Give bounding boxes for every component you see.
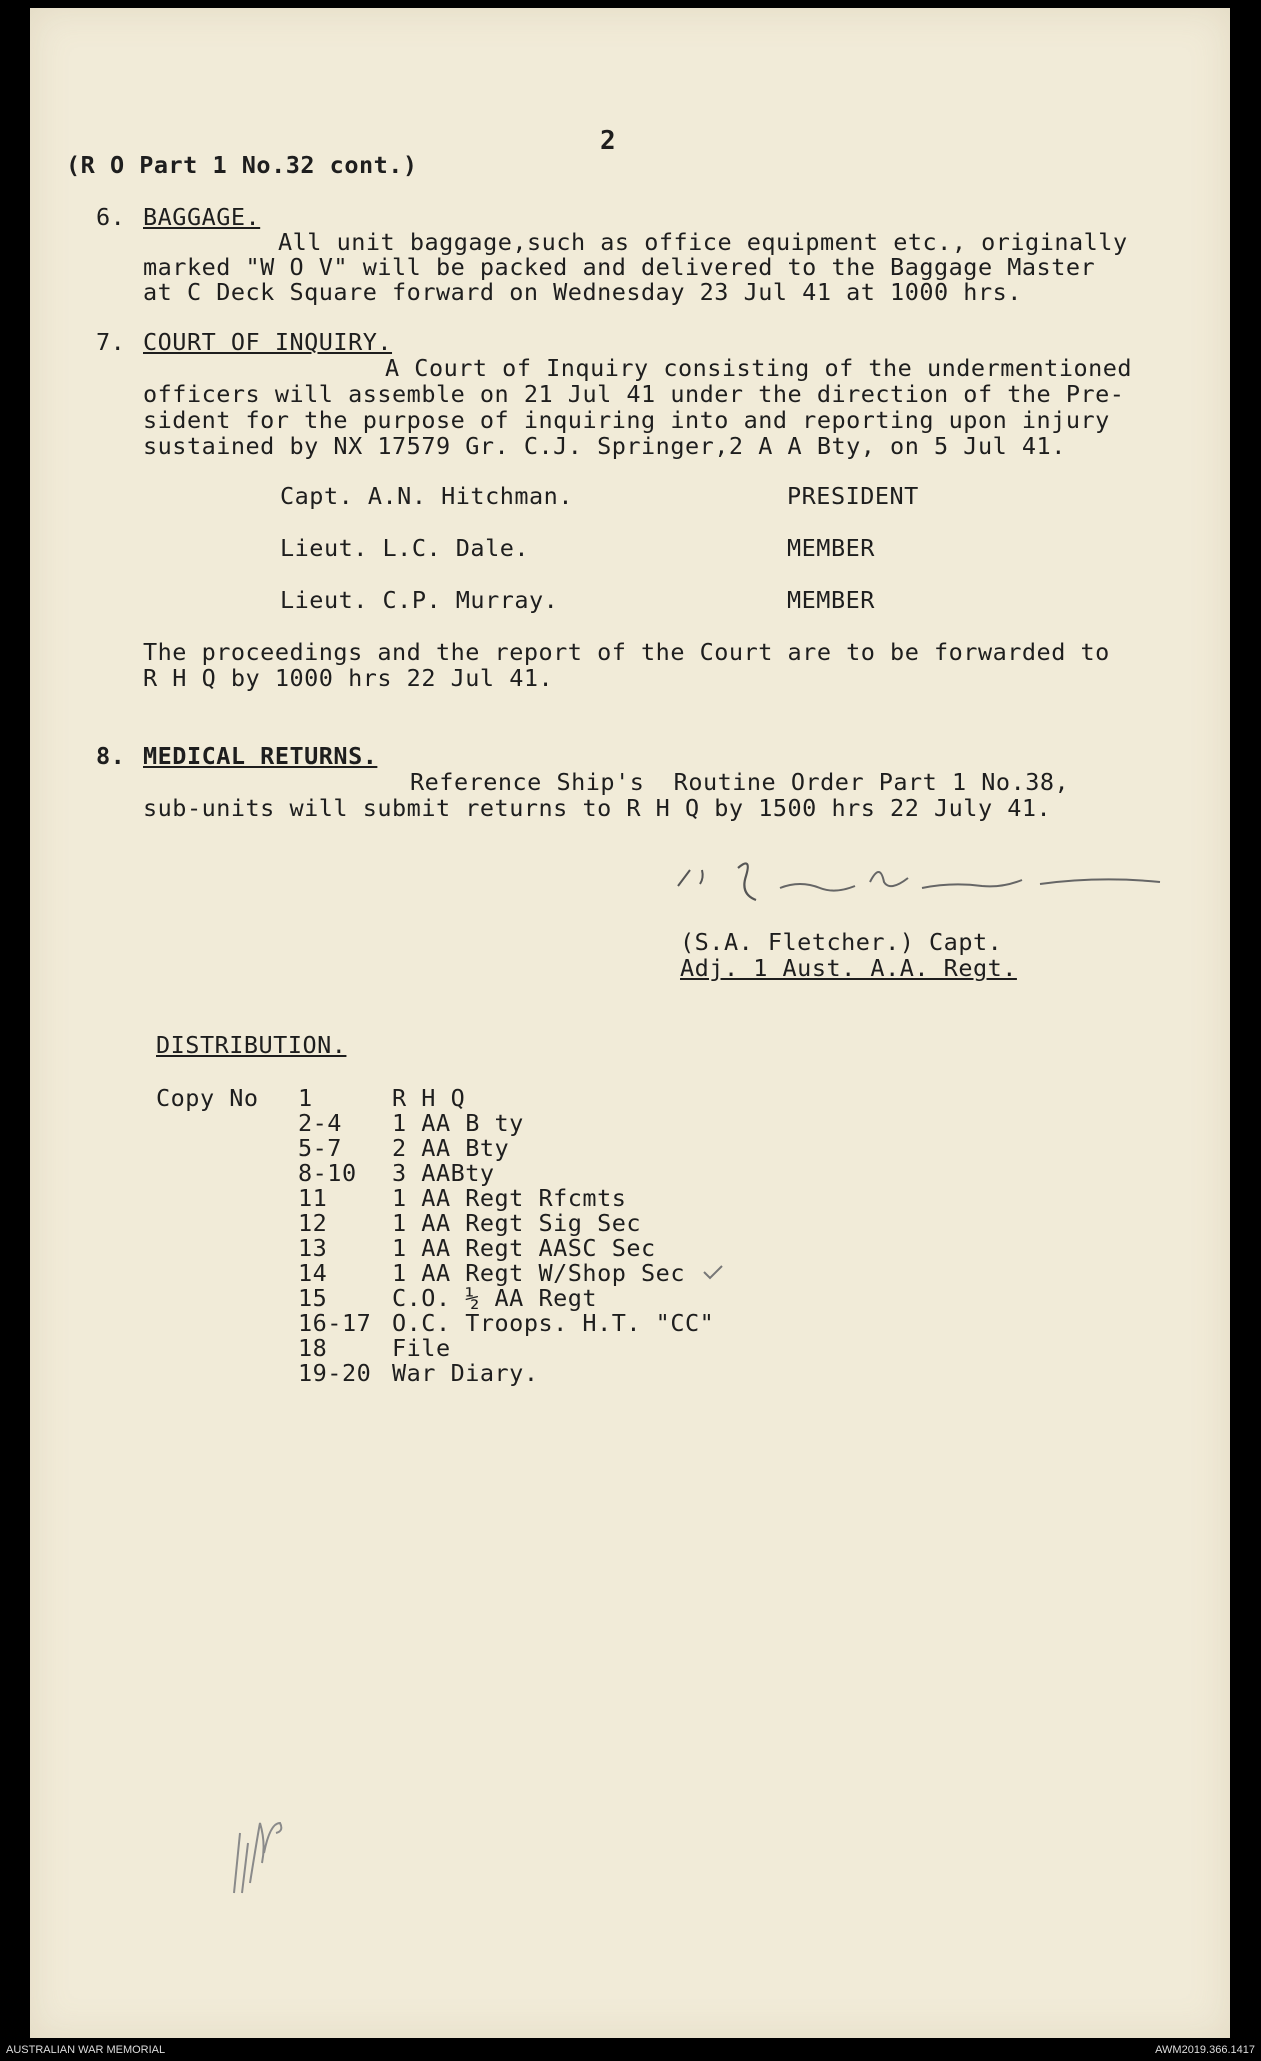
distribution-recipient: 1 AA B ty <box>392 1109 524 1137</box>
copy-no-label: Copy No <box>156 1084 259 1112</box>
distribution-recipient: O.C. Troops. H.T. "CC" <box>392 1309 715 1337</box>
section-7-line: sustained by NX 17579 Gr. C.J. Springer,2 A A Bty, on 5 Jul 41. <box>143 432 1066 460</box>
court-member-name: Lieut. L.C. Dale. <box>280 534 530 562</box>
footer-left-caption: AUSTRALIAN WAR MEMORIAL <box>6 2044 166 2056</box>
section-6-line: at C Deck Square forward on Wednesday 23 Jul 41 at 1000 hrs. <box>143 278 1022 306</box>
section-7-line: A Court of Inquiry consisting of the undermentioned <box>385 354 1133 382</box>
court-member-name: Lieut. C.P. Murray. <box>280 586 559 614</box>
distribution-recipient: R H Q <box>392 1084 466 1112</box>
check-mark <box>702 1264 726 1284</box>
distribution-recipient: C.O. ½ AA Regt <box>392 1284 598 1312</box>
section-6-line: marked "W O V" will be packed and delivered to the Baggage Master <box>143 253 1096 281</box>
section-7-heading: COURT OF INQUIRY. <box>143 328 393 356</box>
distribution-recipient: 1 AA Regt Sig Sec <box>392 1209 642 1237</box>
distribution-copy-no: 11 <box>298 1184 328 1212</box>
distribution-copy-no: 5-7 <box>298 1134 342 1162</box>
distribution-copy-no: 12 <box>298 1209 328 1237</box>
section-6-line: All unit baggage,such as office equipment etc., originally <box>278 228 1128 256</box>
section-8-line: sub-units will submit returns to R H Q by 1500 hrs 22 July 41. <box>143 794 1052 822</box>
pencil-initials <box>220 1793 290 1903</box>
distribution-copy-no: 14 <box>298 1259 328 1287</box>
section-8-heading: MEDICAL RETURNS. <box>143 742 378 770</box>
court-member-role: MEMBER <box>787 586 875 614</box>
page-number: 2 <box>600 126 617 156</box>
section-8-number: 8. <box>96 742 126 770</box>
distribution-copy-no: 16-17 <box>298 1309 372 1337</box>
section-7-closing-line: R H Q by 1000 hrs 22 Jul 41. <box>143 664 554 692</box>
distribution-copy-no: 1 <box>298 1084 313 1112</box>
distribution-copy-no: 18 <box>298 1334 328 1362</box>
distribution-copy-no: 2-4 <box>298 1109 342 1137</box>
section-8-line: Reference Ship's Routine Order Part 1 No.38, <box>410 768 1070 796</box>
distribution-recipient: 1 AA Regt Rfcmts <box>392 1184 627 1212</box>
header-reference: (R O Part 1 No.32 cont.) <box>66 151 418 179</box>
distribution-recipient: War Diary. <box>392 1359 539 1387</box>
distribution-recipient: 3 AABty <box>392 1159 495 1187</box>
distribution-recipient: 1 AA Regt W/Shop Sec <box>392 1259 685 1287</box>
signature-name: (S.A. Fletcher.) Capt. <box>680 928 1003 956</box>
document-page <box>30 8 1230 2038</box>
distribution-copy-no: 15 <box>298 1284 328 1312</box>
section-7-line: officers will assemble on 21 Jul 41 under the direction of the Pre- <box>143 380 1125 408</box>
distribution-recipient: File <box>392 1334 451 1362</box>
distribution-recipient: 2 AA Bty <box>392 1134 510 1162</box>
footer-right-caption: AWM2019.366.1417 <box>1155 2044 1255 2056</box>
section-7-line: sident for the purpose of inquiring into and reporting upon injury <box>143 406 1110 434</box>
distribution-heading: DISTRIBUTION. <box>156 1031 347 1059</box>
court-member-name: Capt. A.N. Hitchman. <box>280 482 573 510</box>
distribution-recipient: 1 AA Regt AASC Sec <box>392 1234 656 1262</box>
court-member-role: PRESIDENT <box>787 482 919 510</box>
section-7-number: 7. <box>96 328 126 356</box>
court-member-role: MEMBER <box>787 534 875 562</box>
distribution-copy-no: 13 <box>298 1234 328 1262</box>
signature-title: Adj. 1 Aust. A.A. Regt. <box>680 954 1017 982</box>
distribution-copy-no: 19-20 <box>298 1359 372 1387</box>
section-7-closing-line: The proceedings and the report of the Court are to be forwarded to <box>143 638 1110 666</box>
distribution-copy-no: 8-10 <box>298 1159 357 1187</box>
handwritten-signature <box>660 838 1180 918</box>
section-6-heading: BAGGAGE. <box>143 203 261 231</box>
section-6-number: 6. <box>96 203 126 231</box>
